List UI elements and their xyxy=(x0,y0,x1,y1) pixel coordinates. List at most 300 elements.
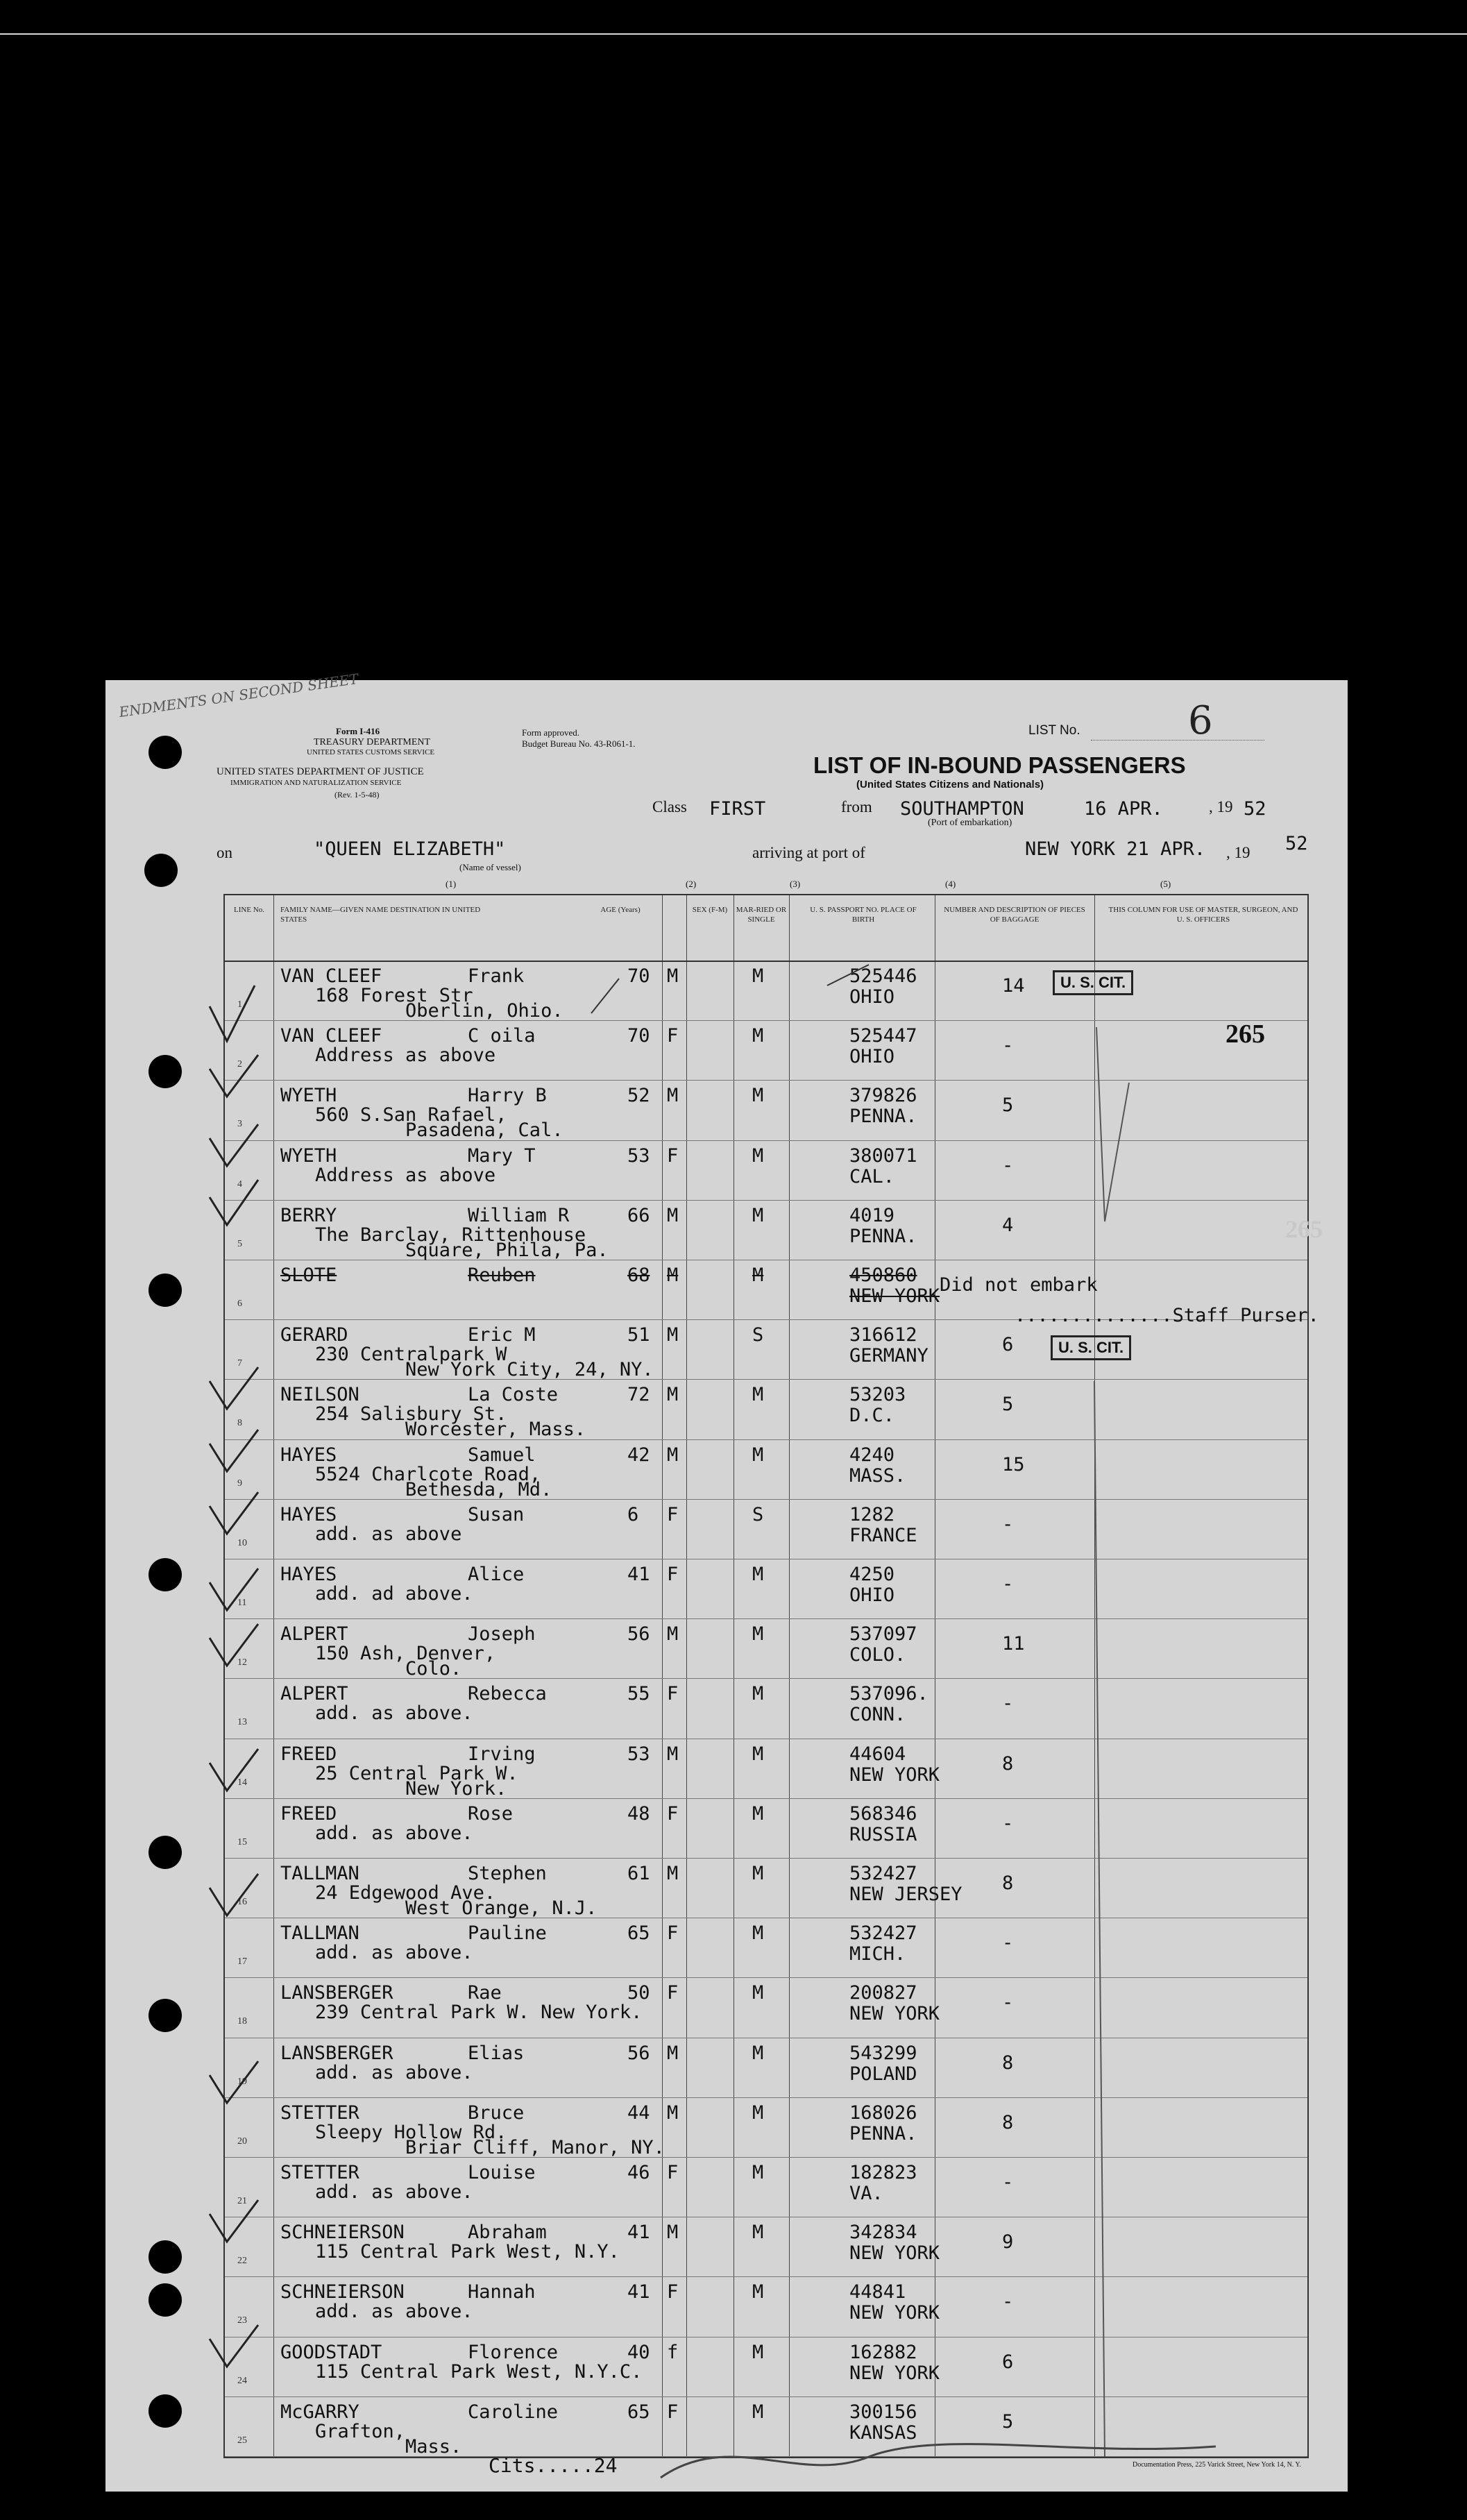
margin-note: ENDMENTS ON SECOND SHEET xyxy=(118,670,359,721)
family-name: STETTER xyxy=(280,2162,359,2183)
pencil-stroke xyxy=(1094,1381,1105,2457)
sex: M xyxy=(667,1085,679,1107)
marital-status: M xyxy=(752,2401,764,2423)
baggage-count: 8 xyxy=(1002,1752,1014,1775)
sex: M xyxy=(667,1204,679,1226)
marital-status: S xyxy=(752,1324,764,1346)
arrival-year: 52 xyxy=(1285,833,1308,854)
sex: F xyxy=(667,1922,679,1945)
baggage-count: 6 xyxy=(1002,2351,1014,2373)
family-name: SCHNEIERSON xyxy=(280,2281,405,2303)
address-line-2: Mass. xyxy=(405,2435,462,2458)
baggage-count: 15 xyxy=(1002,1453,1025,1475)
marital-status: M xyxy=(752,1743,764,1765)
address-line-1: Address as above xyxy=(315,1164,496,1186)
place-of-birth: CAL. xyxy=(849,1165,895,1187)
passport-number: 44604 xyxy=(849,1743,906,1765)
address-line-1: 24 Edgewood Ave. xyxy=(315,1882,496,1904)
marital-status: M xyxy=(752,2341,764,2363)
family-name: HAYES xyxy=(280,1564,337,1585)
baggage-count: - xyxy=(1002,1154,1014,1176)
place-of-birth: VA. xyxy=(849,2183,883,2204)
given-name: Joseph xyxy=(468,1623,536,1646)
family-name: LANSBERGER xyxy=(280,2042,393,2064)
given-name: Rose xyxy=(468,1802,514,1825)
marital-status: M xyxy=(752,1683,764,1705)
departure-year: 52 xyxy=(1244,798,1266,820)
sex: M xyxy=(667,2042,679,2064)
age: 70 xyxy=(627,965,650,987)
age: 53 xyxy=(627,1743,650,1765)
passport-number: 168026 xyxy=(849,2102,917,2124)
age: 40 xyxy=(627,2341,650,2363)
arrival-port-date: NEW YORK 21 APR. xyxy=(1025,838,1206,860)
us-citizen-stamp: U. S. CIT. xyxy=(1053,970,1133,995)
line-number: 7 xyxy=(237,1358,242,1369)
checkmark xyxy=(210,2325,258,2367)
family-name: SCHNEIERSON xyxy=(280,2222,405,2244)
age: 50 xyxy=(627,1982,650,2004)
marital-status: M xyxy=(752,965,764,987)
passport-number: 316612 xyxy=(849,1324,917,1346)
dept-customs: UNITED STATES CUSTOMS SERVICE xyxy=(307,748,435,756)
marital-status: S xyxy=(752,1503,764,1525)
document-title: LIST OF IN-BOUND PASSENGERS xyxy=(813,752,1186,778)
line-number: 6 xyxy=(237,1299,242,1309)
checkmark xyxy=(210,1568,258,1610)
marital-status: M xyxy=(752,1204,764,1226)
marital-status: M xyxy=(752,1144,764,1167)
passport-number: 162882 xyxy=(849,2341,917,2363)
given-name: Eric M xyxy=(468,1324,536,1346)
passport-number: 450860 xyxy=(849,1265,917,1286)
place-of-birth: PENNA. xyxy=(849,2122,917,2145)
header-age: AGE (Years) xyxy=(600,906,641,914)
checkmark xyxy=(210,1749,258,1791)
marital-status: M xyxy=(752,1085,764,1107)
line-number: 22 xyxy=(237,2256,247,2267)
address-line-1: 230 Centralpark W xyxy=(315,1344,507,1366)
age: 56 xyxy=(627,1623,650,1646)
address-line-1: Grafton, xyxy=(315,2420,406,2442)
sex: F xyxy=(667,1982,679,2004)
line-number: 1 xyxy=(237,999,242,1010)
given-name: Pauline xyxy=(468,1922,547,1945)
scanner-edge-line xyxy=(0,33,1467,35)
staff-purser-note: ..............Staff Purser. xyxy=(1015,1305,1319,1326)
given-name: Elias xyxy=(468,2042,525,2064)
line-number: 4 xyxy=(237,1178,242,1190)
sex: M xyxy=(667,1265,679,1286)
sex: M xyxy=(667,1384,679,1406)
marital-status: M xyxy=(752,1384,764,1406)
baggage-count: 11 xyxy=(1002,1633,1025,1655)
family-name: TALLMAN xyxy=(280,1922,359,1945)
arrival-year-prefix: , 19 xyxy=(1226,844,1250,861)
age: 61 xyxy=(627,1863,650,1884)
dept-treasury: TREASURY DEPARTMENT xyxy=(314,737,431,747)
from-label: from xyxy=(841,798,872,815)
address-line-1: Sleepy Hollow Rd. xyxy=(315,2121,507,2143)
place-of-birth: GERMANY xyxy=(849,1345,928,1367)
sex: M xyxy=(667,2222,679,2244)
pencil-stroke xyxy=(591,979,619,1013)
baggage-count: - xyxy=(1002,1573,1014,1595)
marital-status: M xyxy=(752,2102,764,2124)
dept-justice: UNITED STATES DEPARTMENT OF JUSTICE xyxy=(217,766,424,777)
age: 46 xyxy=(627,2162,650,2183)
embark-port: SOUTHAMPTON xyxy=(900,798,1024,820)
checkmark xyxy=(210,1624,258,1666)
line-number: 14 xyxy=(237,1777,247,1788)
passport-number: 342834 xyxy=(849,2222,917,2244)
list-number-label: LIST No. xyxy=(1028,723,1080,738)
checkmark xyxy=(210,2200,258,2242)
family-name: WYETH xyxy=(280,1144,337,1167)
address-line-1: add. as above. xyxy=(315,1942,473,1964)
address-line-1: The Barclay, Rittenhouse xyxy=(315,1224,586,1246)
passport-number: 532427 xyxy=(849,1863,917,1884)
marital-status: M xyxy=(752,1863,764,1884)
line-number: 15 xyxy=(237,1836,247,1847)
given-name: Louise xyxy=(468,2162,536,2183)
checkmark xyxy=(210,1367,258,1409)
printer-imprint: Documentation Press, 225 Varick Street, New York 14, N. Y. xyxy=(1133,2461,1301,2469)
address-line-2: New York City, 24, NY. xyxy=(405,1359,654,1381)
checkmark xyxy=(210,1124,258,1166)
budget-bureau: Budget Bureau No. 43-R061-1. xyxy=(522,738,636,749)
form-number: Form I-416 xyxy=(336,726,380,736)
family-name: ALPERT xyxy=(280,1683,348,1705)
age: 70 xyxy=(627,1025,650,1047)
header-line: LINE No. xyxy=(234,906,264,914)
passport-number: 525447 xyxy=(849,1025,917,1047)
given-name: Susan xyxy=(468,1503,525,1525)
age: 52 xyxy=(627,1085,650,1107)
given-name: C oila xyxy=(468,1025,536,1047)
age: 41 xyxy=(627,2281,650,2303)
family-name: GERARD xyxy=(280,1324,348,1346)
line-number: 9 xyxy=(237,1478,242,1489)
family-name: STETTER xyxy=(280,2102,359,2124)
address-line-1: 150 Ash, Denver, xyxy=(315,1643,496,1665)
document-subtitle: (United States Citizens and Nationals) xyxy=(856,779,1044,790)
sex: F xyxy=(667,2281,679,2303)
marital-status: M xyxy=(752,1564,764,1585)
address-line-1: add. ad above. xyxy=(315,1583,473,1605)
baggage-count: - xyxy=(1002,1035,1014,1057)
checkmark xyxy=(210,986,255,1041)
family-name: VAN CLEEF xyxy=(280,1025,382,1047)
address-line-1: add. as above. xyxy=(315,1702,473,1725)
given-name: William R xyxy=(468,1204,570,1226)
line-number: 18 xyxy=(237,2016,247,2027)
place-of-birth: PENNA. xyxy=(849,1106,917,1128)
baggage-count: 5 xyxy=(1002,2410,1014,2433)
family-name: LANSBERGER xyxy=(280,1982,393,2004)
place-of-birth: NEW YORK xyxy=(849,2242,940,2265)
passport-number: 53203 xyxy=(849,1384,906,1406)
checkmark xyxy=(210,1874,258,1916)
given-name: Samuel xyxy=(468,1444,536,1466)
family-name: FREED xyxy=(280,1743,337,1765)
checkmark xyxy=(210,2061,258,2103)
line-number: 19 xyxy=(237,2076,247,2087)
sex: f xyxy=(667,2341,679,2363)
line-number: 20 xyxy=(237,2136,247,2147)
baggage-count: 4 xyxy=(1002,1214,1014,1236)
form-revision: (Rev. 1-5-48) xyxy=(334,790,380,800)
age: 41 xyxy=(627,1564,650,1585)
pencil-stroke xyxy=(827,965,869,986)
family-name: ALPERT xyxy=(280,1623,348,1646)
baggage-count: 5 xyxy=(1002,1094,1014,1117)
column-number: (5) xyxy=(1160,879,1171,889)
family-name: WYETH xyxy=(280,1085,337,1107)
family-name: McGARRY xyxy=(280,2401,359,2423)
place-of-birth: NEW YORK xyxy=(849,1764,940,1786)
baggage-count: Did not embark xyxy=(940,1274,1098,1296)
family-name: NEILSON xyxy=(280,1384,359,1406)
address-line-1: 239 Central Park W. New York. xyxy=(315,2002,643,2024)
sex: F xyxy=(667,2162,679,2183)
sex: M xyxy=(667,2102,679,2124)
checkmark xyxy=(210,1055,258,1097)
age: 6 xyxy=(627,1503,639,1525)
address-line-1: add. as above. xyxy=(315,2181,473,2203)
list-number: 6 xyxy=(1188,698,1213,743)
address-line-2: Pasadena, Cal. xyxy=(405,1119,563,1142)
given-name: Frank xyxy=(468,965,525,987)
form-approved: Form approved. xyxy=(522,727,580,738)
pencil-stroke xyxy=(1096,1027,1129,1221)
sex: M xyxy=(667,1863,679,1884)
sex: M xyxy=(667,1623,679,1646)
vessel-name: "QUEEN ELIZABETH" xyxy=(314,838,506,860)
column-number: (1) xyxy=(446,879,457,889)
column-number: (4) xyxy=(945,879,956,889)
place-of-birth: RUSSIA xyxy=(849,1823,917,1845)
us-citizen-stamp: U. S. CIT. xyxy=(1051,1335,1131,1360)
given-name: Mary T xyxy=(468,1144,536,1167)
address-line-2: Oberlin, Ohio. xyxy=(405,1000,563,1022)
line-number: 5 xyxy=(237,1238,242,1249)
baggage-count: - xyxy=(1002,2172,1014,2193)
marital-status: M xyxy=(752,2042,764,2064)
address-line-1: 168 Forest Str xyxy=(315,985,473,1006)
age: 51 xyxy=(627,1324,650,1346)
age: 65 xyxy=(627,1922,650,1945)
given-name: Stephen xyxy=(468,1863,547,1884)
address-line-1: 5524 Charlcote Road, xyxy=(315,1463,541,1485)
place-of-birth: MASS. xyxy=(849,1464,906,1487)
family-name: HAYES xyxy=(280,1444,337,1466)
marital-status: M xyxy=(752,1444,764,1466)
header-officers: THIS COLUMN FOR USE OF MASTER, SURGEON, AND U. S. OFFICERS xyxy=(1108,906,1298,924)
address-line-2: West Orange, N.J. xyxy=(405,1897,597,1919)
age: 48 xyxy=(627,1802,650,1825)
vessel-note: (Name of vessel) xyxy=(459,862,521,872)
place-of-birth: NEW YORK xyxy=(849,2362,940,2384)
sex: F xyxy=(667,1025,679,1047)
departure-year-prefix: , 19 xyxy=(1209,798,1233,815)
checkmark xyxy=(210,1430,258,1471)
line-number: 17 xyxy=(237,1956,247,1968)
address-line-1: 25 Central Park W. xyxy=(315,1762,518,1784)
passport-number: 537096. xyxy=(849,1683,928,1705)
marital-status: M xyxy=(752,1802,764,1825)
address-line-1: add. as above. xyxy=(315,2061,473,2083)
column-number: (2) xyxy=(686,879,697,889)
line-number: 23 xyxy=(237,2315,247,2326)
place-of-birth: MICH. xyxy=(849,1943,906,1965)
column-number: (3) xyxy=(790,879,801,889)
passenger-list-sheet xyxy=(105,670,1348,2492)
address-line-2: Briar Cliff, Manor, NY. xyxy=(405,2136,665,2158)
sex: M xyxy=(667,965,679,987)
place-of-birth: KANSAS xyxy=(849,2421,917,2444)
header-baggage: NUMBER AND DESCRIPTION OF PIECES OF BAGGAGE xyxy=(944,906,1085,924)
address-line-1: 560 S.San Rafael, xyxy=(315,1104,507,1126)
baggage-count: - xyxy=(1002,2291,1014,2313)
given-name: Caroline xyxy=(468,2401,559,2423)
baggage-count: 8 xyxy=(1002,1872,1014,1894)
line-number: 12 xyxy=(237,1657,247,1668)
age: 41 xyxy=(627,2222,650,2244)
signature-scrawl xyxy=(661,2444,1216,2478)
line-number: 21 xyxy=(237,2196,247,2206)
given-name: Abraham xyxy=(468,2222,547,2244)
place-of-birth: OHIO xyxy=(849,1584,895,1606)
passport-number: 537097 xyxy=(849,1623,917,1646)
line-number: 11 xyxy=(237,1598,247,1608)
address-line-1: add. as above. xyxy=(315,1822,473,1844)
arriving-label: arriving at port of xyxy=(752,844,865,861)
address-line-1: 115 Central Park West, N.Y.C. xyxy=(315,2360,643,2383)
age: 68 xyxy=(627,1265,650,1286)
checkmark xyxy=(210,1180,258,1225)
family-name: BERRY xyxy=(280,1204,337,1226)
place-of-birth: FRANCE xyxy=(849,1524,917,1546)
line-number: 10 xyxy=(237,1537,247,1548)
baggage-count: 14 xyxy=(1002,975,1025,997)
place-of-birth: NEW YORK xyxy=(849,2003,940,2025)
handwritten-marks xyxy=(105,680,1348,2492)
address-line-2: Worcester, Mass. xyxy=(405,1419,586,1441)
vessel-on-label: on xyxy=(217,844,232,861)
address-line-1: 254 Salisbury St. xyxy=(315,1403,507,1426)
passport-number: 1282 xyxy=(849,1503,895,1525)
marital-status: M xyxy=(752,1623,764,1646)
age: 72 xyxy=(627,1384,650,1406)
sex: F xyxy=(667,1802,679,1825)
line-number: 24 xyxy=(237,2375,247,2386)
age: 44 xyxy=(627,2102,650,2124)
family-name: TALLMAN xyxy=(280,1863,359,1884)
baggage-count: 5 xyxy=(1002,1394,1014,1416)
age: 55 xyxy=(627,1683,650,1705)
family-name: VAN CLEEF xyxy=(280,965,382,987)
place-of-birth: NEW YORK xyxy=(849,1285,940,1307)
baggage-count: - xyxy=(1002,1513,1014,1535)
checkmark xyxy=(210,1492,258,1534)
sex: F xyxy=(667,1683,679,1705)
count-265: 265 xyxy=(1226,1020,1265,1049)
line-number: 25 xyxy=(237,2435,247,2446)
line-number: 3 xyxy=(237,1119,242,1130)
address-line-1: 115 Central Park West, N.Y. xyxy=(315,2241,620,2263)
sex: F xyxy=(667,1564,679,1585)
place-of-birth: OHIO xyxy=(849,1046,895,1068)
marital-status: M xyxy=(752,1982,764,2004)
baggage-count: - xyxy=(1002,1693,1014,1715)
sex: M xyxy=(667,1444,679,1466)
passport-number: 200827 xyxy=(849,1982,917,2004)
family-name: GOODSTADT xyxy=(280,2341,382,2363)
baggage-count: 9 xyxy=(1002,2231,1014,2253)
header-passport: U. S. PASSPORT NO. PLACE OF BIRTH xyxy=(810,906,917,924)
line-number: 13 xyxy=(237,1717,247,1728)
marital-status: M xyxy=(752,1025,764,1047)
baggage-count: - xyxy=(1002,1932,1014,1954)
given-name: Bruce xyxy=(468,2102,525,2124)
address-line-2: New York. xyxy=(405,1777,507,1800)
departure-date: 16 APR. xyxy=(1084,798,1163,820)
baggage-count: - xyxy=(1002,1992,1014,2014)
passport-number: 543299 xyxy=(849,2042,917,2064)
family-name: HAYES xyxy=(280,1503,337,1525)
place-of-birth: CONN. xyxy=(849,1704,906,1726)
given-name: Reuben xyxy=(468,1265,536,1286)
given-name: Alice xyxy=(468,1564,525,1585)
baggage-count: 6 xyxy=(1002,1334,1014,1356)
age: 42 xyxy=(627,1444,650,1466)
given-name: Hannah xyxy=(468,2281,536,2303)
sex: M xyxy=(667,1324,679,1346)
header-sex: SEX (F-M) xyxy=(692,906,728,914)
given-name: La Coste xyxy=(468,1384,559,1406)
passport-number: 182823 xyxy=(849,2162,917,2183)
passport-number: 379826 xyxy=(849,1085,917,1107)
sex: F xyxy=(667,1503,679,1525)
baggage-count: 8 xyxy=(1002,2052,1014,2074)
marital-status: M xyxy=(752,2222,764,2244)
header-name: FAMILY NAME—GIVEN NAME DESTINATION IN UNITED STATES xyxy=(280,906,481,924)
age: 65 xyxy=(627,2401,650,2423)
baggage-count: - xyxy=(1002,1812,1014,1834)
class-label: Class xyxy=(652,798,687,815)
address-line-2: Colo. xyxy=(405,1658,462,1680)
place-of-birth: NEW YORK xyxy=(849,2302,940,2324)
given-name: Harry B xyxy=(468,1085,547,1107)
family-name: SLOTE xyxy=(280,1265,337,1286)
passport-number: 4250 xyxy=(849,1564,895,1585)
age: 53 xyxy=(627,1144,650,1167)
address-line-2: Square, Phila, Pa. xyxy=(405,1239,609,1261)
class-value: FIRST xyxy=(709,798,766,820)
given-name: Florence xyxy=(468,2341,559,2363)
line-number: 2 xyxy=(237,1059,242,1070)
passport-number: 44841 xyxy=(849,2281,906,2303)
passport-number: 4019 xyxy=(849,1204,895,1226)
count-265-faint: 265 xyxy=(1285,1215,1323,1243)
checkmarks xyxy=(210,986,258,2367)
address-line-1: add. as above. xyxy=(315,2301,473,2323)
passport-number: 4240 xyxy=(849,1444,895,1466)
passport-number: 532427 xyxy=(849,1922,917,1945)
passport-number: 380071 xyxy=(849,1144,917,1167)
address-line-1: add. as above xyxy=(315,1523,462,1545)
